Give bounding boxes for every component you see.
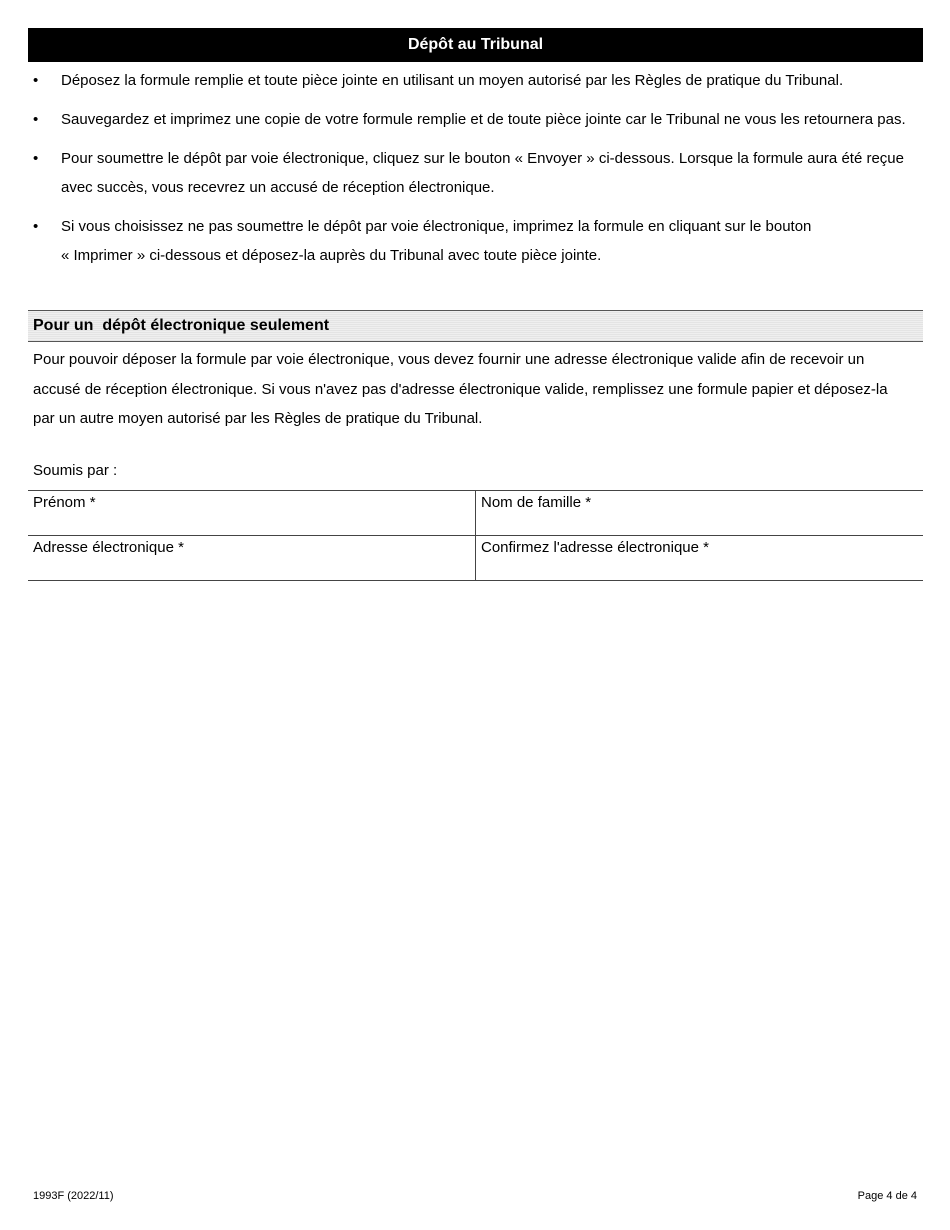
list-item: • Si vous choisissez ne pas soumettre le dépôt par voie électronique, imprimez la formule en cliquant sur le bouton « Imprimer » ci-dessous et déposez-la auprès du Tribunal avec toute pièce jointe. xyxy=(28,212,923,270)
bullet-icon: • xyxy=(33,72,39,89)
table-row xyxy=(28,536,923,581)
last-name-label: Nom de famille * xyxy=(481,494,592,511)
section-header-depot xyxy=(28,28,923,62)
page-number: Page 4 de 4 xyxy=(857,1190,917,1202)
email-field[interactable] xyxy=(28,536,475,580)
submitted-by-label: Soumis par : xyxy=(33,462,118,479)
header-title: Dépôt au Tribunal xyxy=(407,36,544,53)
electronic-filing-instructions: Pour pouvoir déposer la formule par voie électronique, vous devez fournir une adresse électronique valide afin de recevoir un accusé de réception électronique. Si vous n'avez pas d'adresse électronique valide, remplissez une formule papier et déposez-la par un autre moyen autorisé par les Règles de pratique du Tribunal. xyxy=(33,351,888,427)
last-name-field[interactable] xyxy=(475,491,923,535)
email-label: Adresse électronique * xyxy=(33,539,184,556)
table-row xyxy=(28,491,923,536)
list-item: • Pour soumettre le dépôt par voie électronique, cliquez sur le bouton « Envoyer » ci-dessous. Lorsque la formule aura été reçue avec succès, vous recevrez un accusé de réception électronique. xyxy=(28,144,923,202)
confirm-email-label: Confirmez l'adresse électronique * xyxy=(481,539,709,556)
bullet-icon: • xyxy=(33,111,39,128)
form-code: 1993F (2022/11) xyxy=(33,1190,114,1202)
electronic-filing-section-header xyxy=(28,310,923,342)
confirm-email-field[interactable] xyxy=(475,536,923,580)
instructions-list xyxy=(28,62,923,280)
first-name-field[interactable] xyxy=(28,491,475,535)
first-name-label: Prénom * xyxy=(33,494,96,511)
bullet-icon: • xyxy=(33,218,39,235)
list-item: • Déposez la formule remplie et toute pièce jointe en utilisant un moyen autorisé par les Règles de pratique du Tribunal. xyxy=(28,66,923,95)
bullet-icon: • xyxy=(33,150,39,167)
submitter-fields-table xyxy=(28,490,923,581)
list-item: • Sauvegardez et imprimez une copie de votre formule remplie et de toute pièce jointe car le Tribunal ne vous les retournera pas. xyxy=(28,105,923,134)
section-title: Pour un dépôt électronique seulement xyxy=(33,317,330,334)
